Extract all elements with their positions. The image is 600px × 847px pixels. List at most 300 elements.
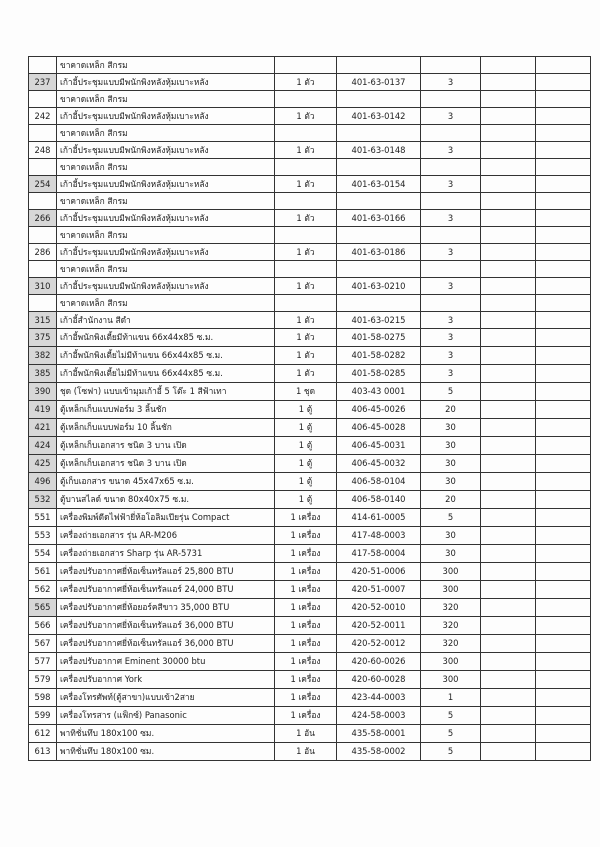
blank-cell [536, 743, 591, 761]
value-cell: 5 [421, 509, 481, 527]
blank-cell [536, 278, 591, 295]
asset-code-cell [337, 227, 421, 244]
item-number-cell: 565 [29, 599, 57, 617]
value-cell [421, 193, 481, 210]
table-row [29, 419, 591, 437]
item-number-cell: 315 [29, 312, 57, 329]
table-row [29, 563, 591, 581]
value-cell: 30 [421, 545, 481, 563]
quantity-cell: 1 เครื่อง [275, 509, 337, 527]
item-description-cell: เครื่องโทรสาร (แฟ็กซ์) Panasonic [57, 707, 275, 725]
table-body [29, 57, 591, 761]
table-row [29, 74, 591, 91]
table-row [29, 365, 591, 383]
item-number-cell: 562 [29, 581, 57, 599]
item-description-cell: เก้าอี้ประชุมแบบมีพนักพิงหลังหุ้มเบาะหลัง [57, 74, 275, 91]
item-number-cell: 286 [29, 244, 57, 261]
quantity-cell: 1 เครื่อง [275, 599, 337, 617]
item-number-cell [29, 159, 57, 176]
blank-cell [536, 419, 591, 437]
item-description-cell: เก้าอี้พนักพิงเตี้ยมีท้าแขน 66x44x85 ซ.ม. [57, 329, 275, 347]
quantity-cell: 1 ตัว [275, 347, 337, 365]
value-cell: 30 [421, 527, 481, 545]
asset-code-cell [337, 159, 421, 176]
value-cell: 300 [421, 671, 481, 689]
quantity-cell: 1 ตัว [275, 142, 337, 159]
table-row-continuation [29, 125, 591, 142]
value-cell: 3 [421, 278, 481, 295]
table-row-continuation [29, 57, 591, 74]
asset-code-cell [337, 125, 421, 142]
blank-cell [536, 473, 591, 491]
item-number-cell: 385 [29, 365, 57, 383]
blank-cell [536, 455, 591, 473]
blank-cell [481, 74, 536, 91]
item-description-cell: เก้าอี้ประชุมแบบมีพนักพิงหลังหุ้มเบาะหลัง [57, 142, 275, 159]
blank-cell [536, 599, 591, 617]
asset-code-cell: 401-63-0186 [337, 244, 421, 261]
table-row [29, 455, 591, 473]
blank-cell [481, 347, 536, 365]
item-description-cell: เก้าอี้สำนักงาน สีดำ [57, 312, 275, 329]
blank-cell [481, 689, 536, 707]
blank-cell [481, 91, 536, 108]
quantity-cell: 1 เครื่อง [275, 635, 337, 653]
item-description-cell: เก้าอี้พนักพิงเตี้ยไม่มีท้าแขน 66x44x85 ซ.ม. [57, 347, 275, 365]
item-number-cell: 612 [29, 725, 57, 743]
blank-cell [481, 193, 536, 210]
blank-cell [536, 581, 591, 599]
table-row [29, 176, 591, 193]
quantity-cell: 1 เครื่อง [275, 527, 337, 545]
blank-cell [481, 57, 536, 74]
value-cell: 3 [421, 312, 481, 329]
blank-cell [536, 725, 591, 743]
asset-code-cell: 401-63-0210 [337, 278, 421, 295]
blank-cell [536, 545, 591, 563]
asset-code-cell: 435-58-0001 [337, 725, 421, 743]
item-description-cell: เครื่องถ่ายเอกสาร รุ่น AR-M206 [57, 527, 275, 545]
asset-code-cell: 420-60-0028 [337, 671, 421, 689]
item-number-cell: 567 [29, 635, 57, 653]
item-description-cell: ตู้เหล็กเก็บแบบฟอร์ม 3 ลิ้นชัก [57, 401, 275, 419]
table-row [29, 383, 591, 401]
table-row-continuation [29, 193, 591, 210]
blank-cell [536, 563, 591, 581]
item-number-cell: 266 [29, 210, 57, 227]
item-description-cell: เครื่องปรับอากาศ Eminent 30000 btu [57, 653, 275, 671]
item-number-cell: 425 [29, 455, 57, 473]
quantity-cell [275, 261, 337, 278]
blank-cell [481, 653, 536, 671]
asset-code-cell [337, 295, 421, 312]
value-cell [421, 159, 481, 176]
value-cell [421, 91, 481, 108]
blank-cell [481, 383, 536, 401]
blank-cell [481, 437, 536, 455]
blank-cell [536, 437, 591, 455]
quantity-cell [275, 91, 337, 108]
asset-code-cell: 420-52-0010 [337, 599, 421, 617]
quantity-cell: 1 เครื่อง [275, 689, 337, 707]
asset-code-cell: 401-63-0215 [337, 312, 421, 329]
quantity-cell [275, 193, 337, 210]
asset-code-cell [337, 91, 421, 108]
value-cell: 3 [421, 176, 481, 193]
value-cell: 300 [421, 563, 481, 581]
value-cell: 300 [421, 653, 481, 671]
blank-cell [481, 671, 536, 689]
blank-cell [481, 295, 536, 312]
blank-cell [536, 527, 591, 545]
blank-cell [481, 509, 536, 527]
blank-cell [481, 707, 536, 725]
value-cell: 30 [421, 473, 481, 491]
table-row [29, 509, 591, 527]
quantity-cell [275, 159, 337, 176]
item-number-cell: 551 [29, 509, 57, 527]
table-row-continuation [29, 295, 591, 312]
item-description-cell: ตู้เก็บเอกสาร ขนาด 45x47x65 ซ.ม. [57, 473, 275, 491]
item-description-cell: ขาคาดเหล็ก สีกรม [57, 261, 275, 278]
asset-code-cell: 401-58-0282 [337, 347, 421, 365]
value-cell [421, 125, 481, 142]
table-row [29, 689, 591, 707]
table-row [29, 312, 591, 329]
blank-cell [536, 295, 591, 312]
table-row [29, 210, 591, 227]
blank-cell [536, 244, 591, 261]
quantity-cell: 1 ตัว [275, 210, 337, 227]
blank-cell [481, 473, 536, 491]
blank-cell [481, 312, 536, 329]
asset-code-cell: 406-45-0028 [337, 419, 421, 437]
quantity-cell: 1 อัน [275, 725, 337, 743]
item-description-cell: ขาคาดเหล็ก สีกรม [57, 91, 275, 108]
quantity-cell: 1 เครื่อง [275, 671, 337, 689]
quantity-cell: 1 อัน [275, 743, 337, 761]
blank-cell [536, 509, 591, 527]
table-row [29, 671, 591, 689]
blank-cell [536, 142, 591, 159]
asset-code-cell: 420-52-0011 [337, 617, 421, 635]
table-row [29, 635, 591, 653]
asset-code-cell: 414-61-0005 [337, 509, 421, 527]
blank-cell [536, 261, 591, 278]
quantity-cell: 1 เครื่อง [275, 617, 337, 635]
item-number-cell: 382 [29, 347, 57, 365]
value-cell: 3 [421, 210, 481, 227]
blank-cell [481, 599, 536, 617]
blank-cell [481, 545, 536, 563]
item-description-cell: เครื่องโทรศัพท์(ตู้สาขา)แบบเข้า2สาย [57, 689, 275, 707]
item-number-cell: 532 [29, 491, 57, 509]
asset-code-cell [337, 57, 421, 74]
item-description-cell: เก้าอี้ประชุมแบบมีพนักพิงหลังหุ้มเบาะหลัง [57, 176, 275, 193]
item-number-cell [29, 91, 57, 108]
table-row [29, 707, 591, 725]
value-cell: 3 [421, 329, 481, 347]
quantity-cell: 1 ชุด [275, 383, 337, 401]
quantity-cell: 1 ตัว [275, 365, 337, 383]
value-cell: 30 [421, 437, 481, 455]
quantity-cell: 1 เครื่อง [275, 581, 337, 599]
quantity-cell: 1 ตู้ [275, 491, 337, 509]
blank-cell [481, 617, 536, 635]
asset-code-cell: 417-58-0004 [337, 545, 421, 563]
blank-cell [536, 689, 591, 707]
value-cell: 320 [421, 599, 481, 617]
table-row-continuation [29, 261, 591, 278]
blank-cell [536, 329, 591, 347]
quantity-cell: 1 ตัว [275, 244, 337, 261]
table-row [29, 473, 591, 491]
table-row [29, 599, 591, 617]
blank-cell [536, 108, 591, 125]
blank-cell [481, 210, 536, 227]
item-description-cell: เครื่องปรับอากาศยี่ห้อเซ็นทรัลแอร์ 36,000 BTU [57, 635, 275, 653]
value-cell: 5 [421, 707, 481, 725]
table-row [29, 527, 591, 545]
asset-code-cell: 423-44-0003 [337, 689, 421, 707]
item-description-cell: ขาคาดเหล็ก สีกรม [57, 227, 275, 244]
item-description-cell: เก้าอี้ประชุมแบบมีพนักพิงหลังหุ้มเบาะหลัง [57, 244, 275, 261]
quantity-cell: 1 ตัว [275, 278, 337, 295]
asset-code-cell: 401-63-0142 [337, 108, 421, 125]
table-row [29, 725, 591, 743]
value-cell [421, 261, 481, 278]
table-row [29, 401, 591, 419]
item-description-cell: เครื่องพิมพ์ดีดไฟฟ้ายี่ห้อโอลิมเปียรุ่น Compact [57, 509, 275, 527]
quantity-cell: 1 ตู้ [275, 473, 337, 491]
blank-cell [536, 635, 591, 653]
blank-cell [536, 91, 591, 108]
item-number-cell: 561 [29, 563, 57, 581]
item-description-cell: ตู้เหล็กเก็บแบบฟอร์ม 10 ลิ้นชัก [57, 419, 275, 437]
table-row-continuation [29, 159, 591, 176]
blank-cell [536, 74, 591, 91]
table-row [29, 491, 591, 509]
blank-cell [536, 617, 591, 635]
quantity-cell: 1 ตัว [275, 108, 337, 125]
blank-cell [536, 57, 591, 74]
blank-cell [481, 244, 536, 261]
quantity-cell: 1 ตู้ [275, 437, 337, 455]
asset-code-cell: 401-63-0137 [337, 74, 421, 91]
asset-code-cell: 420-51-0007 [337, 581, 421, 599]
item-description-cell: เครื่องปรับอากาศยี่ห้อยอร์คสีขาว 35,000 BTU [57, 599, 275, 617]
quantity-cell: 1 ตู้ [275, 419, 337, 437]
asset-code-cell: 401-58-0285 [337, 365, 421, 383]
asset-code-cell: 406-45-0032 [337, 455, 421, 473]
blank-cell [481, 365, 536, 383]
asset-code-cell: 401-58-0275 [337, 329, 421, 347]
item-number-cell [29, 125, 57, 142]
quantity-cell: 1 ตัว [275, 329, 337, 347]
item-number-cell: 237 [29, 74, 57, 91]
blank-cell [481, 159, 536, 176]
blank-cell [481, 455, 536, 473]
table-row [29, 743, 591, 761]
blank-cell [536, 193, 591, 210]
asset-code-cell: 435-58-0002 [337, 743, 421, 761]
item-number-cell: 254 [29, 176, 57, 193]
item-description-cell: ชุด (โซฟา) แบบเข้ามุมเก้าอี้ 5 โต๊ะ 1 สีฟ้าเทา [57, 383, 275, 401]
value-cell: 3 [421, 244, 481, 261]
item-number-cell: 577 [29, 653, 57, 671]
quantity-cell: 1 เครื่อง [275, 563, 337, 581]
asset-code-cell: 406-58-0140 [337, 491, 421, 509]
blank-cell [481, 563, 536, 581]
blank-cell [481, 635, 536, 653]
item-description-cell: ขาคาดเหล็ก สีกรม [57, 193, 275, 210]
asset-code-cell: 420-51-0006 [337, 563, 421, 581]
value-cell: 20 [421, 401, 481, 419]
item-description-cell: เครื่องปรับอากาศยี่ห้อเซ็นทรัลแอร์ 24,000 BTU [57, 581, 275, 599]
blank-cell [536, 227, 591, 244]
value-cell: 320 [421, 635, 481, 653]
value-cell: 320 [421, 617, 481, 635]
blank-cell [481, 329, 536, 347]
value-cell: 3 [421, 108, 481, 125]
asset-code-cell: 417-48-0003 [337, 527, 421, 545]
asset-inventory-table [28, 56, 591, 761]
item-description-cell: ขาคาดเหล็ก สีกรม [57, 295, 275, 312]
table-row [29, 581, 591, 599]
asset-code-cell: 406-45-0031 [337, 437, 421, 455]
table-row [29, 244, 591, 261]
quantity-cell: 1 ตู้ [275, 455, 337, 473]
blank-cell [536, 159, 591, 176]
value-cell [421, 227, 481, 244]
value-cell: 5 [421, 725, 481, 743]
quantity-cell: 1 เครื่อง [275, 653, 337, 671]
blank-cell [481, 125, 536, 142]
blank-cell [481, 261, 536, 278]
item-number-cell: 424 [29, 437, 57, 455]
asset-code-cell: 406-45-0026 [337, 401, 421, 419]
asset-code-cell: 401-63-0154 [337, 176, 421, 193]
blank-cell [481, 401, 536, 419]
asset-code-cell: 401-63-0166 [337, 210, 421, 227]
value-cell: 3 [421, 365, 481, 383]
value-cell: 30 [421, 455, 481, 473]
asset-code-cell [337, 261, 421, 278]
quantity-cell: 1 ตู้ [275, 401, 337, 419]
blank-cell [481, 142, 536, 159]
blank-cell [536, 125, 591, 142]
blank-cell [481, 227, 536, 244]
item-description-cell: เครื่องปรับอากาศยี่ห้อเซ็นทรัลแอร์ 25,800 BTU [57, 563, 275, 581]
item-number-cell: 579 [29, 671, 57, 689]
blank-cell [536, 671, 591, 689]
item-description-cell: ตู้เหล็กเก็บเอกสาร ชนิด 3 บาน เปิด [57, 455, 275, 473]
item-number-cell: 598 [29, 689, 57, 707]
item-number-cell: 310 [29, 278, 57, 295]
item-number-cell: 566 [29, 617, 57, 635]
blank-cell [481, 108, 536, 125]
item-number-cell: 599 [29, 707, 57, 725]
blank-cell [536, 347, 591, 365]
blank-cell [536, 383, 591, 401]
item-description-cell: ตู้บานสไลด์ ขนาด 80x40x75 ซ.ม. [57, 491, 275, 509]
item-number-cell: 375 [29, 329, 57, 347]
item-number-cell [29, 295, 57, 312]
item-number-cell [29, 261, 57, 278]
blank-cell [536, 365, 591, 383]
table-row-continuation [29, 91, 591, 108]
blank-cell [536, 653, 591, 671]
quantity-cell: 1 ตัว [275, 74, 337, 91]
item-number-cell: 613 [29, 743, 57, 761]
item-number-cell: 390 [29, 383, 57, 401]
value-cell: 3 [421, 347, 481, 365]
item-description-cell: เก้าอี้ประชุมแบบมีพนักพิงหลังหุ้มเบาะหลัง [57, 108, 275, 125]
quantity-cell [275, 57, 337, 74]
item-description-cell: เก้าอี้ประชุมแบบมีพนักพิงหลังหุ้มเบาะหลัง [57, 278, 275, 295]
item-number-cell: 421 [29, 419, 57, 437]
value-cell: 300 [421, 581, 481, 599]
table-row [29, 437, 591, 455]
item-description-cell: ขาคาดเหล็ก สีกรม [57, 159, 275, 176]
blank-cell [536, 707, 591, 725]
item-description-cell: เก้าอี้ประชุมแบบมีพนักพิงหลังหุ้มเบาะหลัง [57, 210, 275, 227]
quantity-cell [275, 227, 337, 244]
item-number-cell: 553 [29, 527, 57, 545]
asset-code-cell: 401-63-0148 [337, 142, 421, 159]
table-row [29, 545, 591, 563]
blank-cell [481, 278, 536, 295]
item-description-cell: ขาคาดเหล็ก สีกรม [57, 125, 275, 142]
value-cell [421, 295, 481, 312]
table-row [29, 347, 591, 365]
blank-cell [481, 419, 536, 437]
item-description-cell: พาทิชั่นทึบ 180x100 ซม. [57, 725, 275, 743]
asset-code-cell: 406-58-0104 [337, 473, 421, 491]
item-description-cell: เครื่องปรับอากาศยี่ห้อเซ็นทรัลแอร์ 36,000 BTU [57, 617, 275, 635]
quantity-cell: 1 เครื่อง [275, 545, 337, 563]
quantity-cell: 1 ตัว [275, 176, 337, 193]
value-cell: 5 [421, 383, 481, 401]
quantity-cell [275, 125, 337, 142]
value-cell: 30 [421, 419, 481, 437]
item-description-cell: ตู้เหล็กเก็บเอกสาร ชนิด 3 บาน เปิด [57, 437, 275, 455]
blank-cell [536, 491, 591, 509]
blank-cell [481, 743, 536, 761]
table-row [29, 617, 591, 635]
blank-cell [481, 527, 536, 545]
value-cell [421, 57, 481, 74]
item-number-cell: 496 [29, 473, 57, 491]
table-row [29, 142, 591, 159]
value-cell: 1 [421, 689, 481, 707]
item-number-cell: 554 [29, 545, 57, 563]
asset-code-cell [337, 193, 421, 210]
value-cell: 5 [421, 743, 481, 761]
quantity-cell: 1 เครื่อง [275, 707, 337, 725]
item-description-cell: เก้าอี้พนักพิงเตี้ยไม่มีท้าแขน 66x44x85 ซ.ม. [57, 365, 275, 383]
table-row [29, 278, 591, 295]
item-number-cell [29, 227, 57, 244]
blank-cell [481, 581, 536, 599]
asset-code-cell: 403-43 0001 [337, 383, 421, 401]
quantity-cell: 1 ตัว [275, 312, 337, 329]
table-row [29, 329, 591, 347]
item-number-cell [29, 193, 57, 210]
blank-cell [536, 312, 591, 329]
blank-cell [481, 725, 536, 743]
blank-cell [536, 210, 591, 227]
